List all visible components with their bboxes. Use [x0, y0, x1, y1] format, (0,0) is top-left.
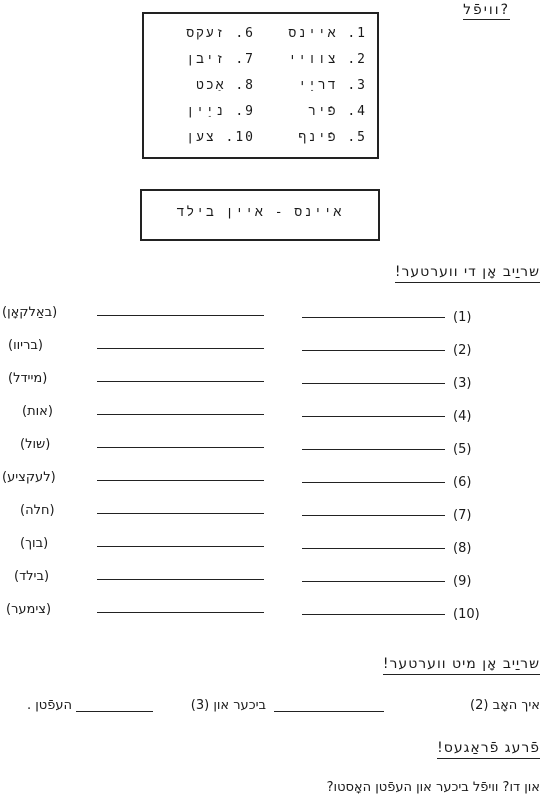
exercise-row	[0, 569, 546, 597]
number-word-4: 4. פֿיר	[308, 104, 367, 119]
row-hint: (מיידל)	[8, 371, 48, 386]
exercise-row	[0, 437, 546, 465]
answer-line-right[interactable]	[302, 614, 445, 615]
number-word-10: 10. צען	[186, 130, 255, 145]
row-number: (1)	[453, 310, 472, 325]
answer-line-left[interactable]	[97, 612, 264, 613]
exercise-row	[0, 602, 546, 630]
row-number: (8)	[453, 541, 472, 556]
exercise-row	[0, 305, 546, 333]
sentence-part-3: העפֿטן .	[27, 698, 72, 713]
row-number: (3)	[453, 376, 472, 391]
exercise-row	[0, 470, 546, 498]
row-hint: (בילד)	[14, 569, 50, 584]
page-title: וויפֿל?	[463, 2, 510, 18]
row-hint: (בריוו)	[8, 338, 43, 353]
row-number: (5)	[453, 442, 472, 457]
sentence-part-1: איך האָב (2)	[470, 698, 540, 713]
blank-line-2[interactable]	[274, 711, 384, 712]
answer-line-right[interactable]	[302, 581, 445, 582]
question-text: און דו? וויפֿל ביכער און העפֿטן האָסטו?	[326, 780, 540, 795]
answer-line-left[interactable]	[97, 414, 264, 415]
row-number: (9)	[453, 574, 472, 589]
row-number: (7)	[453, 508, 472, 523]
row-number: (10)	[453, 607, 480, 622]
numbers-box	[142, 12, 379, 159]
number-word-1: 1. איינס	[288, 26, 367, 41]
answer-line-left[interactable]	[97, 447, 264, 448]
row-hint: (שול)	[20, 437, 51, 452]
exercise-row	[0, 338, 546, 366]
exercise-row	[0, 536, 546, 564]
row-hint: (אות)	[22, 404, 53, 419]
answer-line-left[interactable]	[97, 546, 264, 547]
number-word-6: 6. זעקס	[186, 26, 255, 41]
answer-line-left[interactable]	[97, 480, 264, 481]
answer-line-right[interactable]	[302, 515, 445, 516]
blank-line-3[interactable]	[76, 711, 153, 712]
section2-title: שריַיב אָן מיט ווערטער!	[383, 656, 540, 675]
number-word-2: 2. צוויי	[288, 52, 367, 67]
row-hint: (לעקציע)	[2, 470, 56, 485]
fill-in-sentence	[0, 696, 546, 722]
answer-line-right[interactable]	[302, 416, 445, 417]
number-word-8: 8. אַכט	[196, 78, 255, 93]
number-word-7: 7. זיבן	[186, 52, 255, 67]
row-hint: (צימער)	[6, 602, 52, 617]
section1-title: שריַיב אָן די ווערטער!	[395, 264, 540, 283]
number-word-5: 5. פֿינף	[298, 130, 367, 145]
example-text: איינס - איין בילד	[176, 205, 344, 220]
row-hint: (באַלקאָן)	[2, 305, 58, 320]
answer-line-left[interactable]	[97, 513, 264, 514]
answer-line-left[interactable]	[97, 579, 264, 580]
section3-title: פֿרעג פֿראַגעס!	[437, 740, 540, 759]
answer-line-right[interactable]	[302, 350, 445, 351]
row-number: (6)	[453, 475, 472, 490]
example-box	[140, 189, 380, 241]
exercise-row	[0, 371, 546, 399]
answer-line-right[interactable]	[302, 449, 445, 450]
answer-line-left[interactable]	[97, 348, 264, 349]
row-hint: (בוך)	[20, 536, 49, 551]
row-hint: (חלה)	[20, 503, 55, 518]
answer-line-left[interactable]	[97, 381, 264, 382]
exercise-row	[0, 503, 546, 531]
sentence-part-2: ביכער און (3)	[190, 698, 266, 713]
number-word-3: 3. דריַי	[298, 78, 367, 93]
row-number: (4)	[453, 409, 472, 424]
answer-line-right[interactable]	[302, 383, 445, 384]
answer-line-right[interactable]	[302, 317, 445, 318]
number-word-9: 9. ניַין	[186, 104, 255, 119]
answer-line-right[interactable]	[302, 482, 445, 483]
exercise-row	[0, 404, 546, 432]
answer-line-right[interactable]	[302, 548, 445, 549]
answer-line-left[interactable]	[97, 315, 264, 316]
row-number: (2)	[453, 343, 472, 358]
